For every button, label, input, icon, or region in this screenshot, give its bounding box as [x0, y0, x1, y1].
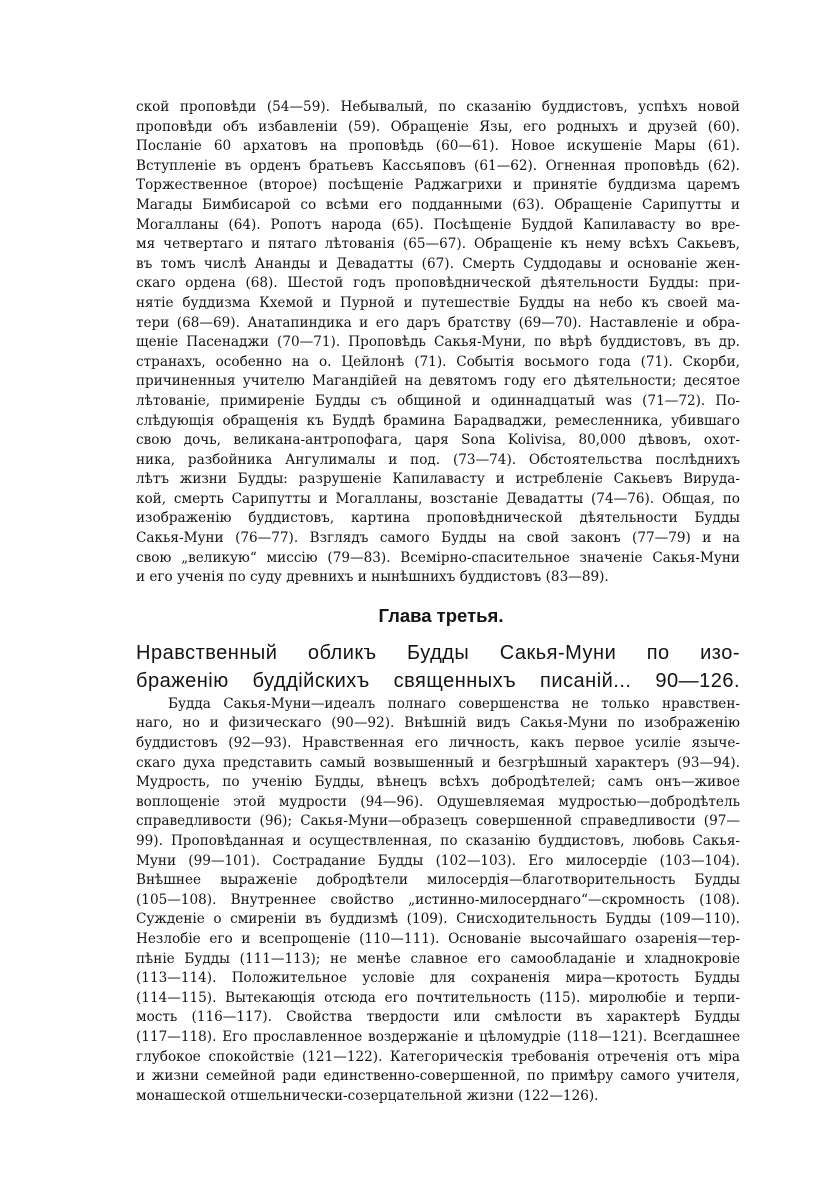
text-line: Посланіе 60 архатовъ на проповѣдь (60—61). Новое искушеніе Мары (61).	[136, 138, 740, 155]
text-line: странахъ, особенно на о. Цейлонѣ (71). Событія восьмого года (71). Скорби,	[136, 353, 740, 370]
text-line: мя четвертаго и пятаго лѣтованія (65—67). Обращеніе къ нему всѣхъ Сакьевъ,	[136, 236, 740, 253]
text-line: (117—118). Его прославленное воздержаніе и цѣломудріе (118—121). Всегдашнее	[136, 1028, 740, 1045]
text-line: монашеской отшельнически-созерцательной жизни (122—126).	[136, 1087, 599, 1104]
chapter-title-line: браженію буддійскихъ священныхъ писаній... 90—126.	[136, 669, 740, 692]
text-line: въ томъ числѣ Ананды и Девадатты (67). Смерть Суддодавы и основаніе жен-	[136, 255, 740, 272]
text-line: щеніе Пасенаджи (70—71). Проповѣдь Сакья-Муни, по вѣрѣ буддистовъ, въ др.	[136, 334, 740, 351]
text-line: тери (68—69). Анатапиндика и его даръ братству (69—70). Наставленіе и обра-	[136, 314, 740, 331]
text-line: 99). Проповѣданная и осуществленная, по сказанію буддистовъ, любовь Сакья-	[136, 833, 740, 849]
text-line: свою „великую“ миссію (79—83). Всемірно-спасительное значеніе Сакья-Муни	[136, 549, 740, 566]
text-line: скаго духа представить самый возвышенный и безгрѣшный характеръ (93—94).	[136, 754, 740, 771]
document-page	[136, 98, 740, 1106]
text-line: буддистовъ (92—93). Нравственная его личность, какъ первое усиліе языче-	[136, 735, 740, 752]
text-line: ника, разбойника Ангулималы и под. (73—74). Обстоятельства послѣднихъ	[136, 451, 740, 468]
text-line: проповѣди объ избавленіи (59). Обращеніе Язы, его родныхъ и друзей (60).	[136, 118, 740, 135]
chapter-title-line: Нравственный обликъ Будды Сакья-Муни по изо-	[136, 641, 740, 664]
text-line: Будда Сакья-Муни—идеалъ полнаго совершенства не только нравствен-	[168, 695, 740, 712]
text-line: и его ученія по суду древнихъ и нынѣшнихъ буддистовъ (83—89).	[136, 569, 609, 586]
text-line: ской проповѣди (54—59). Небывалый, по сказанію буддистовъ, успѣхъ новой	[136, 99, 740, 115]
text-line: Сужденіе о смиреніи въ буддизмѣ (109). Снисходительность Будды (109—110).	[136, 911, 740, 928]
text-line: (113—114). Положительное условіе для сохраненія мира—кротость Будды	[136, 970, 740, 987]
text-line: слѣдующія обращенія къ Буддѣ брамина Барадваджи, ремесленника, убившаго	[136, 412, 740, 429]
text-line: скаго ордена (68). Шестой годъ проповѣднической дѣятельности Будды: при-	[136, 275, 740, 292]
text-line: Магады Бимбисарой со всѣми его подданными (63). Обращеніе Сарипутты и	[136, 196, 740, 213]
text-line: справедливости (96); Сакья-Муни—образецъ совершенной справедливости (97—	[136, 813, 740, 830]
text-line: Вступленіе въ орденъ братьевъ Кассьяповъ (61—62). Огненная проповѣдь (62).	[136, 157, 740, 174]
text-line: (114—115). Вытекающія отсюда его почтительность (115). миролюбіе и терпи-	[136, 989, 740, 1006]
text-line: нятіе буддизма Кхемой и Пурной и путешествіе Будды на небо къ своей ма-	[136, 294, 740, 311]
text-line: Сакья-Муни (76—77). Взглядъ самого Будды на свой законъ (77—79) и на	[136, 530, 740, 547]
text-line: глубокое спокойствіе (121—122). Категорическія требованія отреченія отъ міра	[136, 1048, 740, 1065]
text-line: Торжественное (второе) посѣщеніе Раджагрихи и принятіе буддизма царемъ	[136, 177, 740, 194]
text-line: Муни (99—101). Сострадание Будды (102—103). Его милосердіе (103—104).	[136, 852, 740, 869]
text-line: и жизни семейной ради единственно-совершенной, по примѣру самого учителя,	[136, 1068, 740, 1085]
text-line: свою дочь, великана-антропофага, царя Sona Kolivisa, 80,000 дѣвовъ, охот-	[136, 432, 740, 449]
text-line: изображенію буддистовъ, картина проповѣднической дѣятельности Будды	[136, 510, 740, 527]
text-line: Могалланы (64). Ропотъ народа (65). Посѣщеніе Буддой Капилавасту во вре-	[136, 216, 740, 233]
text-line: пѣніе Будды (111—113); не менѣе славное его самообладаніе и хладнокровіе	[136, 950, 740, 967]
text-line: лѣтъ жизни Будды: разрушеніе Капилавасту и истребленіе Сакьевъ Вируда-	[136, 471, 740, 488]
chapter-heading: Глава третья.	[378, 604, 504, 626]
text-line: Внѣшнее выраженіе добродѣтели милосердія—благотворительность Будды	[136, 872, 740, 889]
text-line: причиненныя учителю Магандійей на девятомъ году его дѣятельности; десятое	[136, 373, 740, 390]
text-line: лѣтованіе, примиреніе Будды съ общиной и одиннадцатый was (71—72). По-	[136, 392, 740, 409]
text-line: мость (116—117). Свойства твердости или смѣлости въ характерѣ Будды	[136, 1009, 740, 1026]
text-line: Незлобіе его и всепрощеніе (110—111). Основаніе высочайшаго озаренія—тер-	[136, 930, 740, 947]
section-two-continuation	[136, 98, 740, 588]
text-line: кой, смерть Сарипутты и Могалланы, возстаніе Девадатты (74—76). Общая, по	[136, 490, 740, 507]
text-line: воплощеніе этой мудрости (94—96). Одушевляемая мудростью—добродѣтель	[136, 793, 740, 810]
text-line: (105—108). Внутреннее свойство „истинно-милосерднаго“—скромность (108).	[136, 891, 740, 908]
chapter-title	[136, 639, 740, 695]
text-line: Мудрость, по ученію Будды, вѣнецъ всѣхъ добродѣтелей; самъ онъ—живое	[136, 774, 740, 791]
chapter-summary	[136, 695, 740, 1106]
text-line: наго, но и физическаго (90—92). Внѣшній видъ Сакья-Муни по изображенію	[136, 715, 740, 732]
